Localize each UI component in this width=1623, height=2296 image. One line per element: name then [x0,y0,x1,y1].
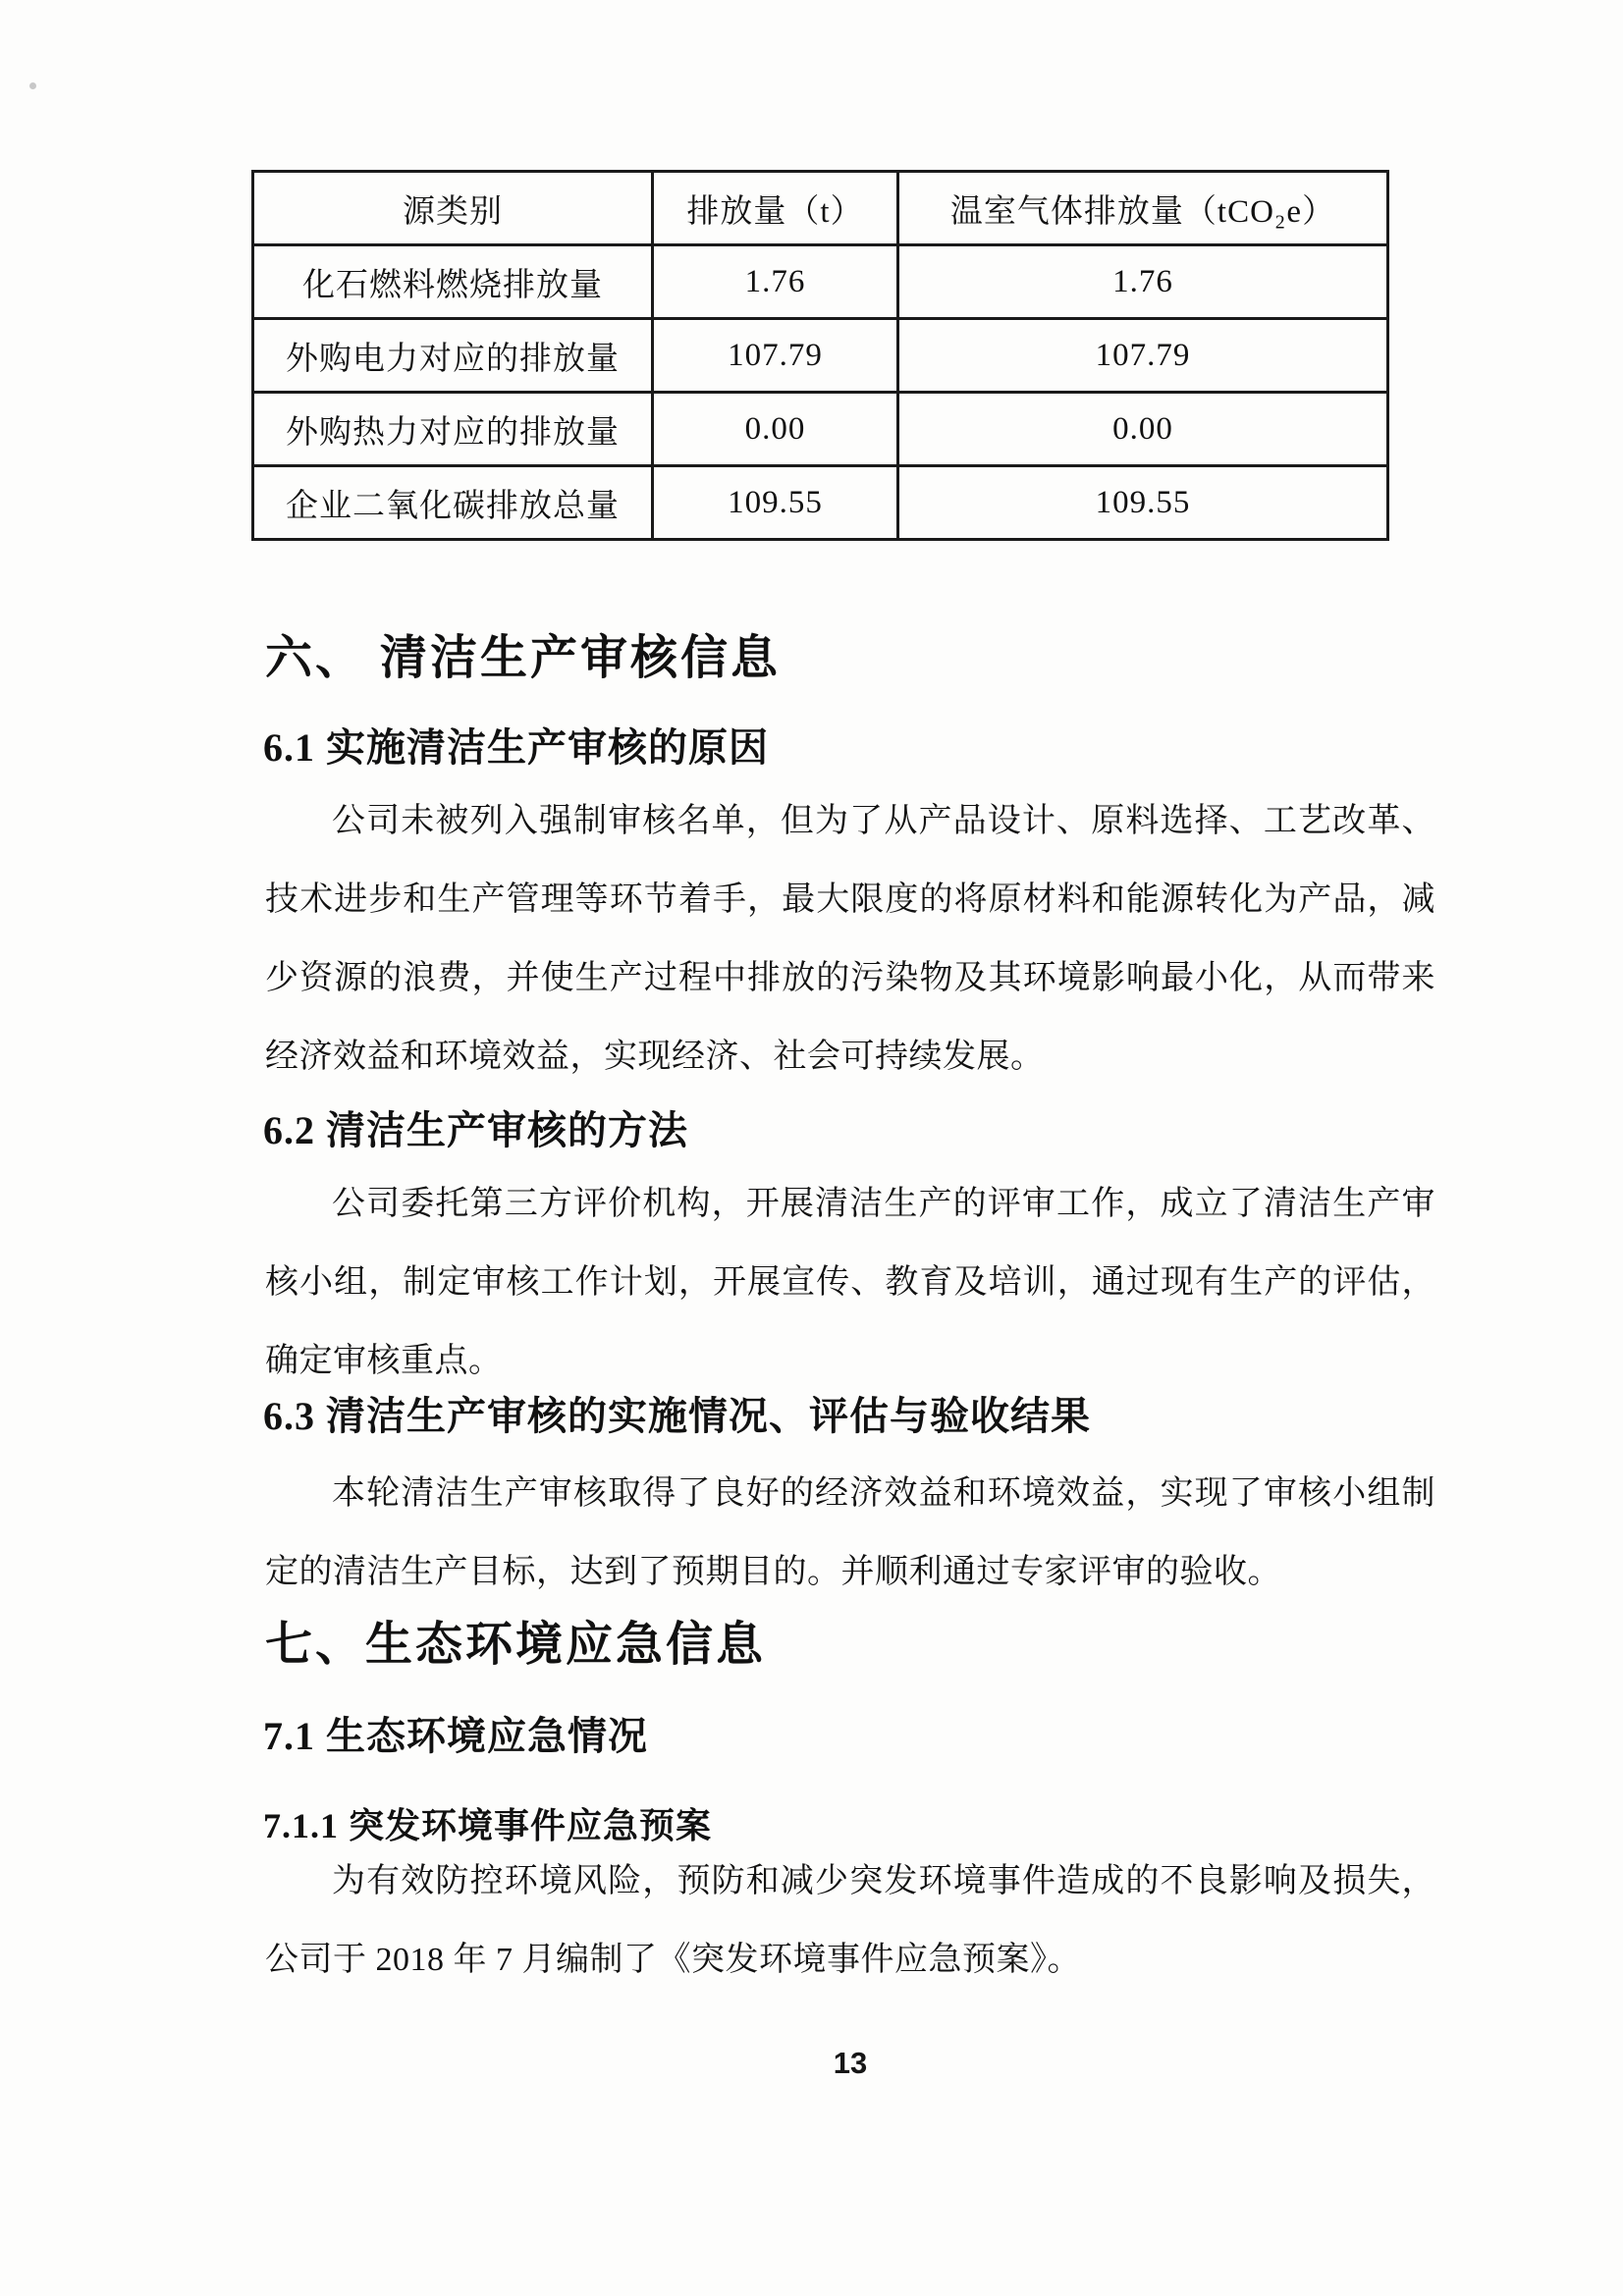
paragraph-6-2: 公司委托第三方评价机构，开展清洁生产的评审工作，成立了清洁生产审核小组，制定审核工作计划，开展宣传、教育及培训，通过现有生产的评估，确定审核重点。 [265,1186,1435,1379]
section-heading-6: 六、 清洁生产审核信息 [265,632,782,684]
row-emission: 107.79 [653,319,898,393]
paragraph-6-3: 本轮清洁生产审核取得了良好的经济效益和环境效益，实现了审核小组制定的清洁生产目标，达到了预期目的。并顺利通过专家评审的验收。 [265,1475,1435,1590]
row-ghg: 107.79 [898,319,1388,393]
row-ghg: 0.00 [898,393,1388,466]
row-ghg: 109.55 [898,466,1388,540]
table-header-row [253,172,1388,245]
section-heading-6-2: 6.2 清洁生产审核的方法 [263,1108,688,1152]
section-heading-6-1: 6.1 实施清洁生产审核的原因 [263,725,769,770]
section-heading-7: 七、生态环境应急信息 [265,1619,767,1671]
row-emission: 109.55 [653,466,898,540]
paragraph-6-1: 公司未被列入强制审核名单，但为了从产品设计、原料选择、工艺改革、技术进步和生产管理等环节着手，最大限度的将原材料和能源转化为产品，减少资源的浪费，并使生产过程中排放的污染物及其环境影响最小化，从而带来经济效益和环境效益，实现经济、社会可持续发展。 [265,803,1435,1075]
page-number: 13 [833,2046,868,2080]
row-label: 企业二氧化碳排放总量 [253,466,653,540]
paragraph-7-1-1: 为有效防控环境风险，预防和减少突发环境事件造成的不良影响及损失，公司于 2018 年 7 月编制了《突发环境事件应急预案》。 [265,1863,1435,1978]
section-heading-7-1-1: 7.1.1 突发环境事件应急预案 [263,1806,713,1845]
section-heading-7-1: 7.1 生态环境应急情况 [263,1714,648,1758]
table-row [253,466,1388,540]
section-heading-6-3: 6.3 清洁生产审核的实施情况、评估与验收结果 [263,1394,1091,1438]
scan-artifact-dot [29,82,36,89]
row-label: 外购电力对应的排放量 [253,319,653,393]
row-emission: 1.76 [653,245,898,319]
header-source-category: 源类别 [253,172,653,245]
row-label: 化石燃料燃烧排放量 [253,245,653,319]
table-row [253,393,1388,466]
header-emission-amount: 排放量（t） [653,172,898,245]
row-emission: 0.00 [653,393,898,466]
row-label: 外购热力对应的排放量 [253,393,653,466]
table-row [253,319,1388,393]
emissions-table [251,170,1389,541]
header-ghg-emission: 温室气体排放量（tCO₂e） [898,172,1388,245]
table-row [253,245,1388,319]
row-ghg: 1.76 [898,245,1388,319]
